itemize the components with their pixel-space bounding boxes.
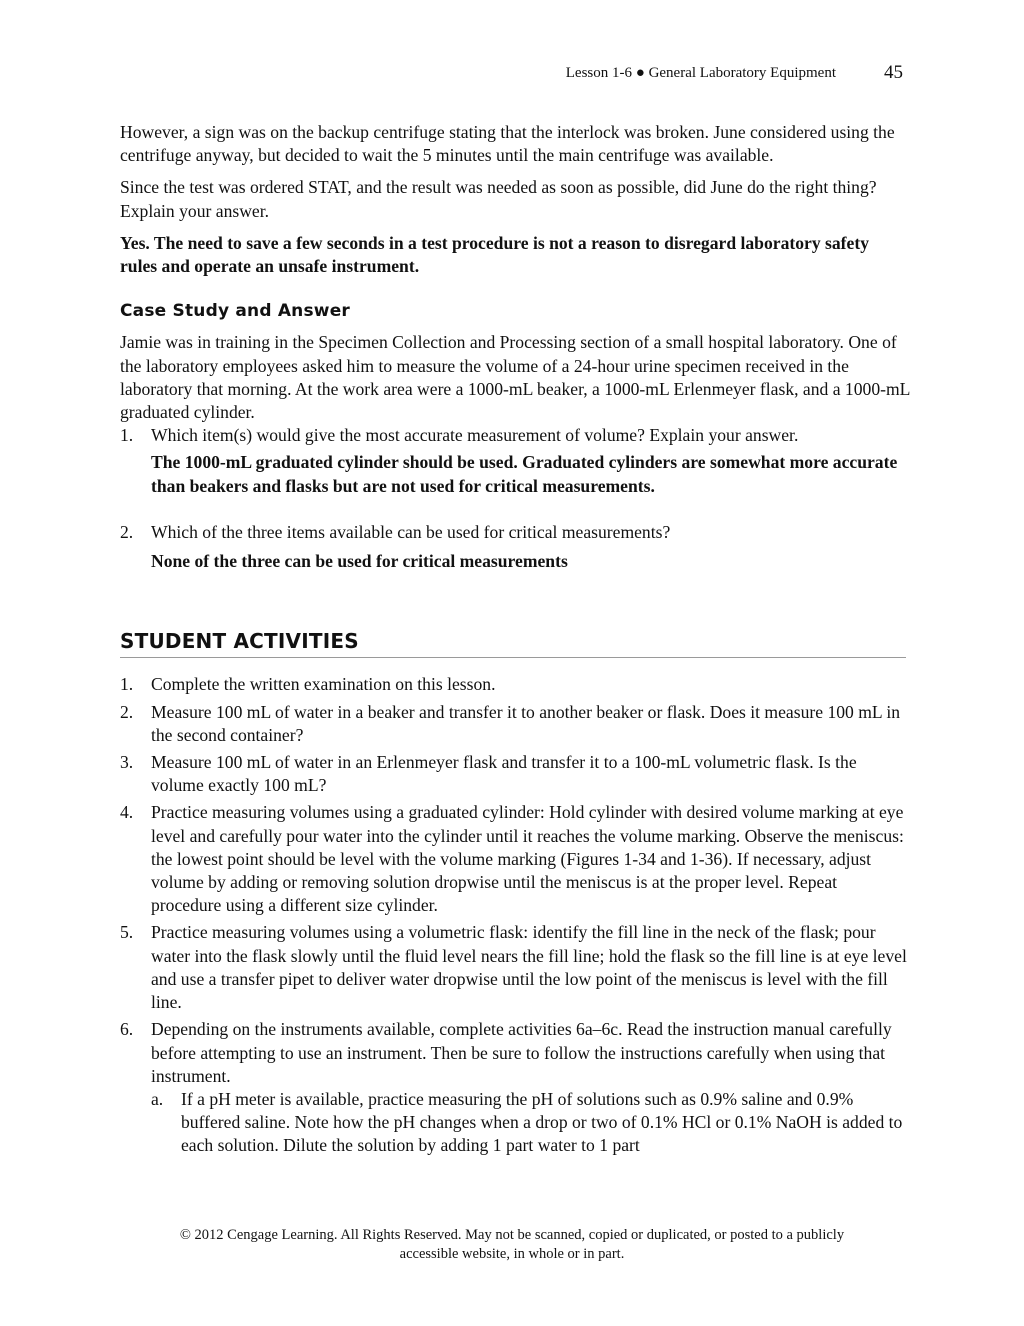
activity-subitem — [151, 1088, 910, 1158]
student-activities-heading: STUDENT ACTIVITIES — [120, 630, 906, 658]
activity-number: 5. — [120, 922, 134, 943]
intro-paragraph: However, a sign was on the backup centrifuge stating that the interlock was broken. June considered using the centrifuge anyway, but decided to wait the 5 minutes until the main centrifuge was available. — [120, 122, 895, 166]
case-question-item — [120, 521, 910, 573]
activity-text: Practice measuring volumes using a graduated cylinder: Hold cylinder with desired volume marking at eye level and carefully pour water into the cylinder until it reaches the volume marking. Observe the meniscus: the lowest point should be level with the volume marking (Figures 1-34 and 1-36). If necessary, adjust volume by adding or removing solution dropwise until the meniscus is at the proper level. Repeat procedure using a different size cylinder. — [151, 802, 904, 916]
running-header — [0, 62, 1024, 86]
activity-text: Measure 100 mL of water in a beaker and transfer it to another beaker or flask. Does it measure 100 mL in the second container? — [151, 701, 901, 745]
subitem-letter: a. — [151, 1088, 164, 1109]
activity-number: 4. — [120, 802, 134, 823]
activity-text: Practice measuring volumes using a volumetric flask: identify the fill line in the neck of the flask; pour water into the flask slowly until the fluid level nears the fill line; hold the flask so the fill line is at eye level and use a transfer pipet to deliver water dropwise until the low point of the meniscus is level with the fill line. — [151, 922, 907, 1013]
question-number: 1. — [120, 425, 134, 446]
activity-text: Depending on the instruments available, complete activities 6a–6c. Read the instruction manual carefully before attempting to use an instrument. Then be sure to follow the instructions carefully when using that instrument. — [151, 1019, 892, 1086]
case-question-item — [120, 424, 910, 498]
activity-item — [120, 1018, 910, 1157]
question-answer: None of the three can be used for critical measurements — [151, 551, 568, 572]
page-number: 45 — [884, 62, 903, 83]
activity-text: Measure 100 mL of water in an Erlenmeyer flask and transfer it to a 100-mL volumetric flask. Is the volume exactly 100 mL? — [151, 752, 857, 796]
copyright-line-1: © 2012 Cengage Learning. All Rights Reserved. May not be scanned, copied or duplicated, or posted to a publicly — [179, 1227, 845, 1243]
intro-answer: Yes. The need to save a few seconds in a test procedure is not a reason to disregard laboratory safety rules and operate an unsafe instrument. — [120, 232, 869, 277]
copyright-footer — [0, 1226, 1024, 1264]
case-study-heading: Case Study and Answer — [120, 301, 351, 322]
activity-item — [120, 921, 910, 1014]
intro-question: Since the test was ordered STAT, and the result was needed as soon as possible, did June do the right thing? Explain your answer. — [120, 177, 877, 221]
activity-sublist — [151, 1088, 910, 1158]
subitem-text: If a pH meter is available, practice measuring the pH of solutions such as 0.9% saline and 0.9% buffered saline. Note how the pH changes when a drop or two of 0.1% HCl or 0.1% NaOH is added to each solution. Dilute the solution by adding 1 part water to 1 part — [181, 1088, 903, 1156]
activity-number: 2. — [120, 701, 134, 722]
case-study-text: Jamie was in training in the Specimen Collection and Processing section of a small hospital laboratory. One of the laboratory employees asked him to measure the volume of a 24-hour urine specimen received in the laboratory that morning. At the work area were a 1000-mL beaker, a 1000-mL Erlenmeyer flask, and a 1000-mL graduated cylinder. — [120, 332, 910, 423]
activity-item — [120, 701, 910, 747]
activity-item — [120, 801, 910, 917]
copyright-line-2: accessible website, in whole or in part. — [399, 1246, 625, 1262]
student-activities-list — [120, 673, 910, 1157]
question-text: Which item(s) would give the most accurate measurement of volume? Explain your answer. — [151, 425, 799, 446]
activity-text: Complete the written examination on this lesson. — [151, 674, 496, 695]
question-answer: The 1000-mL graduated cylinder should be used. Graduated cylinders are somewhat more accurate than beakers and flasks but are not used for critical measurements. — [151, 452, 898, 496]
activity-number: 3. — [120, 752, 134, 773]
case-study-questions — [120, 424, 910, 573]
page-body — [120, 121, 910, 1162]
activity-number: 6. — [120, 1019, 134, 1040]
question-text: Which of the three items available can be used for critical measurements? — [151, 521, 671, 542]
activity-item — [120, 673, 910, 696]
question-number: 2. — [120, 521, 134, 542]
header-lesson-title: Lesson 1-6 ● General Laboratory Equipment — [565, 65, 836, 81]
activity-number: 1. — [120, 674, 134, 695]
activity-item — [120, 751, 910, 797]
